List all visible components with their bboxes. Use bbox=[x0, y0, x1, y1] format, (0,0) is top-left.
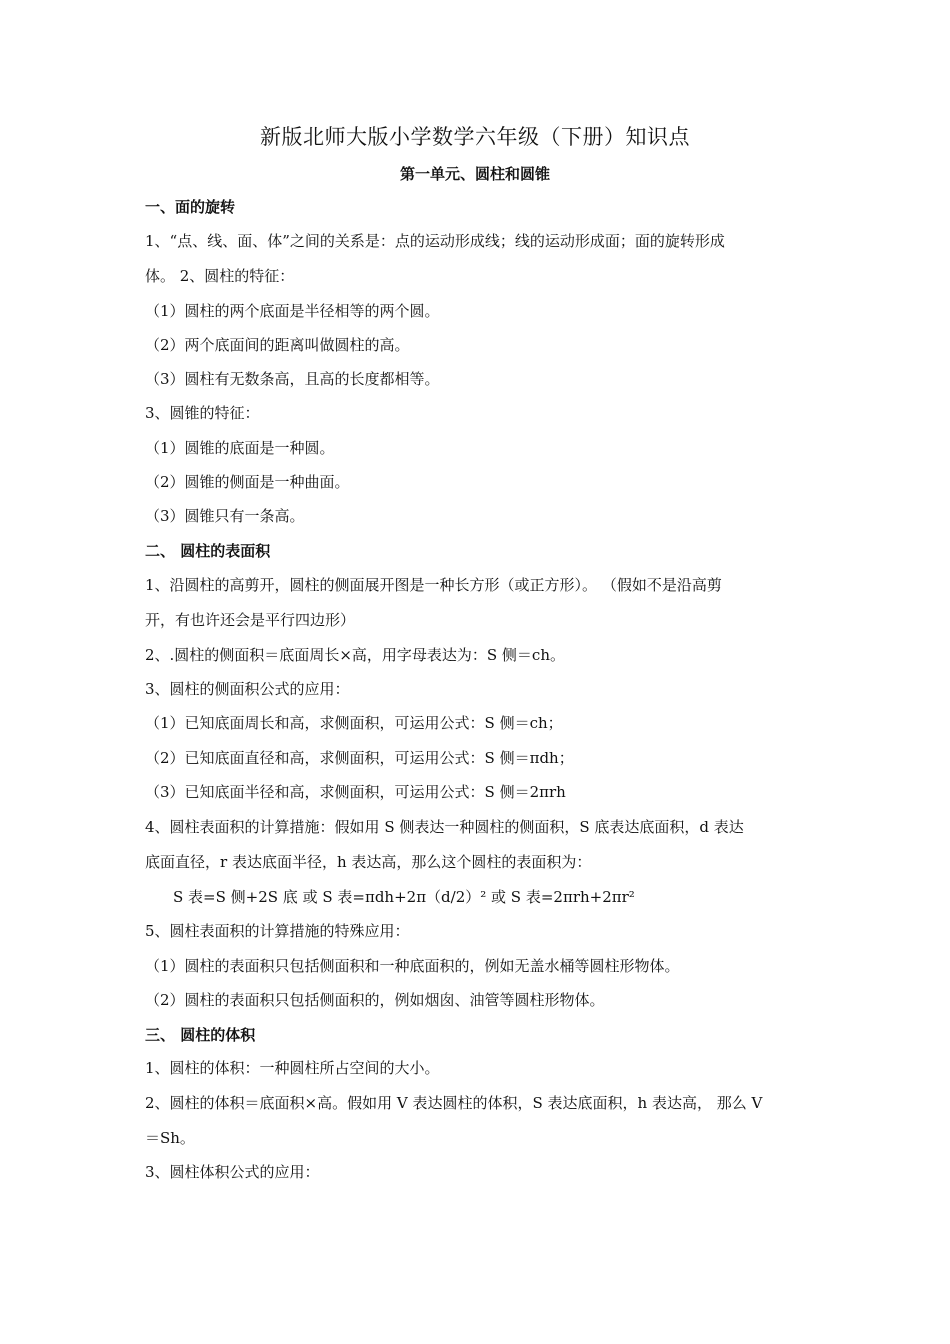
paragraph-line: ＝Sh。 bbox=[145, 1129, 195, 1147]
paragraph-line: 体。 2、圆柱的特征： bbox=[145, 267, 295, 285]
section-heading-volume: 三、 圆柱的体积 bbox=[145, 1026, 256, 1044]
section-heading-surface-area: 二、 圆柱的表面积 bbox=[145, 542, 271, 560]
list-item: （2）两个底面间的距离叫做圆柱的高。 bbox=[145, 336, 410, 354]
paragraph-line: 1、圆柱的体积：一种圆柱所占空间的大小。 bbox=[145, 1059, 440, 1077]
paragraph-line: 4、圆柱表面积的计算措施：假如用 S 侧表达一种圆柱的侧面积，S 底表达底面积，d 表达 bbox=[145, 818, 744, 836]
paragraph-line: 3、圆柱的侧面积公式的应用： bbox=[145, 680, 350, 698]
document-title: 新版北师大版小学数学六年级（下册）知识点 bbox=[260, 125, 690, 149]
list-item: （2）已知底面直径和高，求侧面积，可运用公式：S 侧＝πdh； bbox=[145, 749, 574, 767]
paragraph-line: 底面直径，r 表达底面半径，h 表达高，那么这个圆柱的表面积为： bbox=[145, 853, 592, 871]
list-item: （2）圆锥的侧面是一种曲面。 bbox=[145, 473, 350, 491]
list-item: （1）圆柱的两个底面是半径相等的两个圆。 bbox=[145, 302, 440, 320]
list-item: （1）圆锥的底面是一种圆。 bbox=[145, 439, 335, 457]
formula-line: S 表=S 侧+2S 底 或 S 表=πdh+2π（d/2）² 或 S 表=2πrh+2πr² bbox=[173, 888, 635, 906]
paragraph-line: 3、圆柱体积公式的应用： bbox=[145, 1163, 320, 1181]
paragraph-line: 2、圆柱的体积＝底面积×高。假如用 V 表达圆柱的体积，S 表达底面积，h 表达高， 那么 V bbox=[145, 1094, 763, 1112]
list-item: （1）已知底面周长和高，求侧面积，可运用公式：S 侧＝ch； bbox=[145, 714, 563, 732]
list-item: （3）圆柱有无数条高，且高的长度都相等。 bbox=[145, 370, 440, 388]
paragraph-line: 5、圆柱表面积的计算措施的特殊应用： bbox=[145, 922, 410, 940]
paragraph-line: 开，有也许还会是平行四边形） bbox=[145, 611, 356, 629]
list-item: （3）圆锥只有一条高。 bbox=[145, 507, 305, 525]
paragraph-line: 1、“点、线、面、体”之间的关系是：点的运动形成线；线的运动形成面；面的旋转形成 bbox=[145, 232, 725, 250]
list-item: （3）已知底面半径和高，求侧面积，可运用公式：S 侧＝2πrh bbox=[145, 783, 566, 801]
unit-heading: 第一单元、圆柱和圆锥 bbox=[399, 165, 550, 183]
paragraph-line: 1、沿圆柱的高剪开，圆柱的侧面展开图是一种长方形（或正方形）。 （假如不是沿高剪 bbox=[145, 576, 722, 594]
section-heading-rotation: 一、面的旋转 bbox=[145, 198, 236, 216]
paragraph-line: 2、.圆柱的侧面积＝底面周长×高，用字母表达为：S 侧＝ch。 bbox=[145, 646, 565, 664]
paragraph-line: 3、圆锥的特征： bbox=[145, 404, 260, 422]
list-item: （2）圆柱的表面积只包括侧面积的，例如烟囱、油管等圆柱形物体。 bbox=[145, 991, 605, 1009]
list-item: （1）圆柱的表面积只包括侧面积和一种底面积的，例如无盖水桶等圆柱形物体。 bbox=[145, 957, 680, 975]
